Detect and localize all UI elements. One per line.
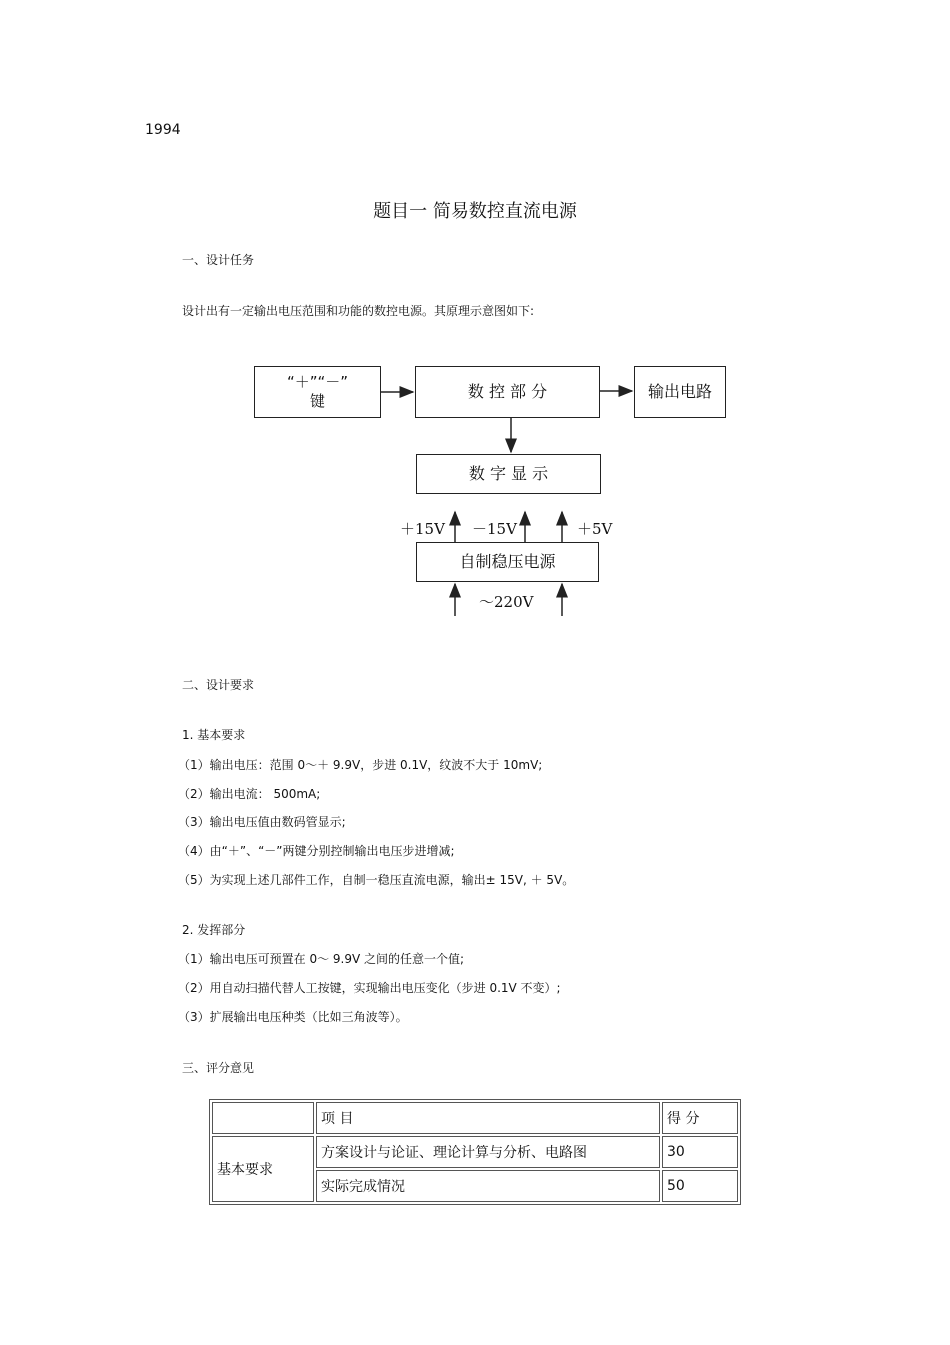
voltage-label-ac: ～220V (479, 593, 534, 611)
control-box: 数 控 部 分 (415, 366, 600, 418)
keys-label-line1: “＋”“－” (286, 373, 349, 392)
table-cell-score: 50 (662, 1170, 738, 1202)
table-header-item: 项 目 (316, 1102, 660, 1134)
regulator-box: 自制稳压电源 (416, 542, 599, 582)
basic-item-2: （2）输出电流： 500mA; (178, 787, 321, 801)
voltage-label-minus15: －15V (472, 520, 517, 538)
extra-item-2: （2）用自动扫描代替人工按键，实现输出电压变化（步进 0.1V 不变）; (178, 981, 561, 995)
keys-label-line2: 键 (309, 392, 325, 410)
output-box: 输出电路 (634, 366, 726, 418)
basic-item-5: （5）为实现上述几部件工作，自制一稳压直流电源，输出± 15V, ＋ 5V。 (178, 873, 575, 887)
keys-box (254, 366, 381, 418)
page-title: 题目一 简易数控直流电源 (373, 201, 577, 222)
table-group-label: 基本要求 (212, 1136, 314, 1202)
basic-requirements-title: 1. 基本要求 (182, 728, 246, 742)
table-row (212, 1136, 738, 1168)
voltage-label-plus15: ＋15V (400, 520, 445, 538)
scoring-table (209, 1099, 741, 1205)
section-heading-scoring: 三、评分意见 (182, 1061, 255, 1075)
display-box: 数 字 显 示 (416, 454, 601, 494)
task-description: 设计出有一定输出电压范围和功能的数控电源。其原理示意图如下: (182, 304, 535, 318)
table-cell-item: 实际完成情况 (316, 1170, 660, 1202)
section-heading-task: 一、设计任务 (182, 253, 255, 267)
voltage-label-plus5: ＋5V (577, 520, 613, 538)
table-cell-score: 30 (662, 1136, 738, 1168)
table-cell-item: 方案设计与论证、理论计算与分析、电路图 (316, 1136, 660, 1168)
basic-item-1: （1）输出电压：范围 0～＋ 9.9V，步进 0.1V，纹波不大于 10mV; (178, 758, 543, 772)
table-header-empty (212, 1102, 314, 1134)
basic-item-4: （4）由“＋”、“－”两键分别控制输出电压步进增减; (178, 844, 455, 858)
table-header-score: 得 分 (662, 1102, 738, 1134)
table-header-row (212, 1102, 738, 1134)
extra-item-1: （1）输出电压可预置在 0～ 9.9V 之间的任意一个值; (178, 952, 465, 966)
year-label: 1994 (145, 122, 181, 138)
extra-item-3: （3）扩展输出电压种类（比如三角波等）。 (178, 1010, 408, 1024)
basic-item-3: （3）输出电压值由数码管显示; (178, 815, 346, 829)
extra-requirements-title: 2. 发挥部分 (182, 923, 246, 937)
section-heading-requirements: 二、设计要求 (182, 678, 255, 692)
